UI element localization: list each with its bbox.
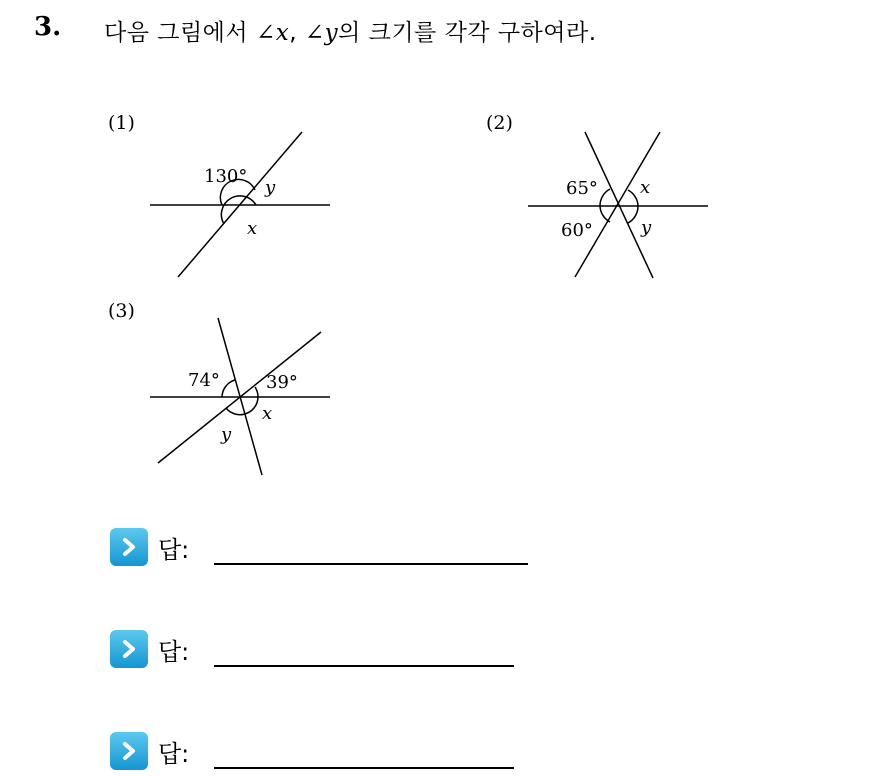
figure-2-var-y: y: [641, 217, 652, 238]
answer-row-2: [110, 630, 530, 670]
answer-row-1: [110, 528, 530, 568]
figure-1-label: (1): [108, 112, 135, 134]
figure-2-arc-y: [628, 206, 638, 223]
figure-2-line-b: [585, 132, 653, 278]
figure-3-arc-39: [255, 387, 258, 397]
figure-1-angle-130: 130°: [204, 166, 248, 187]
question-sep: ,: [289, 20, 305, 46]
figure-3-angle-39: 39°: [266, 372, 298, 393]
figure-2-label: (2): [486, 112, 513, 134]
chevron-right-icon: [119, 639, 139, 659]
chevron-right-icon: [119, 741, 139, 761]
figure-3: [150, 318, 330, 475]
figure-2-angle-65: 65°: [566, 178, 598, 199]
answer-3-label: 답:: [158, 740, 190, 768]
question-text-before: 다음 그림에서: [104, 20, 256, 46]
figure-3-var-y: y: [221, 424, 232, 445]
question-number: 3.: [34, 12, 62, 42]
answer-1-label: 답:: [158, 536, 190, 564]
figure-1-var-x: x: [247, 218, 258, 239]
answer-3-blank[interactable]: [214, 767, 514, 769]
question-text-after: 의 크기를 각각 구하여라.: [338, 20, 597, 46]
figure-3-arc-y: [226, 408, 245, 415]
figure-2: [528, 132, 708, 278]
answer-row-3: [110, 732, 530, 772]
figure-2-angle-60: 60°: [561, 220, 593, 241]
figure-2-line-a: [575, 132, 660, 277]
answer-1-arrow-button[interactable]: [110, 528, 148, 566]
answer-3-arrow-button[interactable]: [110, 732, 148, 770]
answer-1-blank[interactable]: [214, 563, 528, 565]
figure-3-arc-x: [245, 397, 258, 414]
figure-1: [150, 132, 330, 277]
figure-3-angle-74: 74°: [188, 370, 220, 391]
figure-2-arc-x: [628, 190, 638, 206]
figure-2-arc-65: [600, 189, 610, 206]
figure-2-var-x: x: [640, 177, 651, 198]
figure-3-var-x: x: [262, 403, 273, 424]
angle-x-symbol: ∠x: [255, 20, 290, 46]
figure-3-arc-74: [222, 380, 235, 397]
answer-2-label: 답:: [158, 638, 190, 666]
figure-3-label: (3): [108, 300, 135, 322]
answer-2-blank[interactable]: [214, 665, 514, 667]
chevron-right-icon: [119, 537, 139, 557]
answer-2-arrow-button[interactable]: [110, 630, 148, 668]
figure-1-var-y: y: [265, 177, 276, 198]
angle-y-symbol: ∠y: [304, 20, 339, 46]
